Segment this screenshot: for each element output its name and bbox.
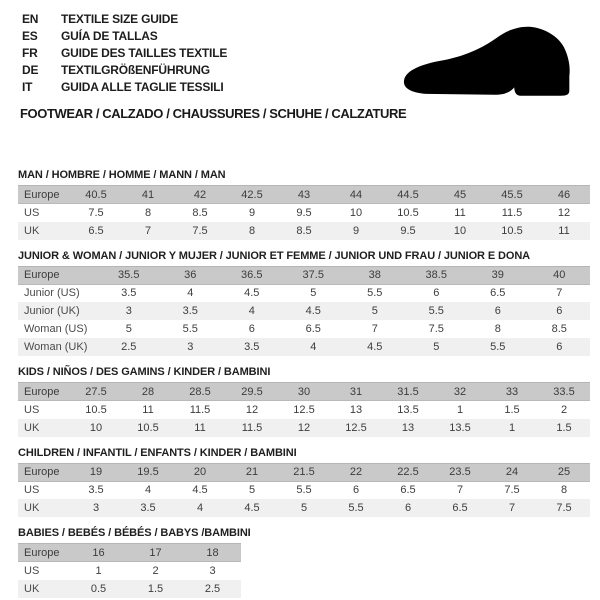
size-cell: 1 bbox=[486, 419, 538, 437]
size-cell: 22.5 bbox=[382, 463, 434, 481]
table-row bbox=[18, 562, 241, 580]
size-section bbox=[18, 250, 590, 357]
size-cell: 21 bbox=[226, 463, 278, 481]
size-cell: 29.5 bbox=[226, 383, 278, 401]
table-row bbox=[18, 320, 590, 338]
size-cell: 35.5 bbox=[98, 266, 160, 284]
table-row bbox=[18, 222, 590, 240]
row-label: Junior (US) bbox=[24, 287, 80, 300]
size-cell: 6.5 bbox=[70, 222, 122, 240]
size-cell: 28.5 bbox=[174, 383, 226, 401]
size-cell: 22 bbox=[330, 463, 382, 481]
size-cell: 3 bbox=[98, 302, 160, 320]
size-cell: 13.5 bbox=[434, 419, 486, 437]
row-label: UK bbox=[18, 222, 70, 240]
row-label: US bbox=[24, 403, 40, 416]
size-cell: 28 bbox=[122, 383, 174, 401]
size-cell: 11.5 bbox=[189, 403, 211, 416]
size-cell: 44 bbox=[330, 186, 382, 204]
size-cell: 5.5 bbox=[467, 338, 529, 356]
size-cell: 2 bbox=[560, 403, 568, 416]
size-cell: 10.5 bbox=[486, 222, 538, 240]
size-cell: 17 bbox=[127, 544, 184, 562]
language-code: DE bbox=[22, 63, 39, 77]
size-cell: 4.5 bbox=[244, 287, 260, 300]
size-cell: 10 bbox=[434, 222, 486, 240]
size-cell: 4 bbox=[144, 484, 152, 497]
language-row bbox=[22, 45, 227, 62]
size-cell: 21.5 bbox=[278, 463, 330, 481]
size-cell: 11 bbox=[454, 206, 466, 219]
size-cell: 7 bbox=[556, 287, 563, 300]
size-cell: 6 bbox=[352, 484, 360, 497]
size-cell: 10.5 bbox=[122, 419, 174, 437]
size-table bbox=[18, 382, 590, 437]
size-cell: 13.5 bbox=[397, 403, 419, 416]
size-cell: 44.5 bbox=[382, 186, 434, 204]
size-cell: 31 bbox=[330, 383, 382, 401]
size-cell: 3.5 bbox=[221, 338, 283, 356]
size-cell: 5 bbox=[310, 287, 317, 300]
size-table bbox=[18, 266, 590, 357]
row-label: UK bbox=[18, 419, 70, 437]
size-table bbox=[18, 463, 590, 518]
size-cell: 10.5 bbox=[397, 206, 419, 219]
size-cell: 33 bbox=[486, 383, 538, 401]
size-cell: 43 bbox=[278, 186, 330, 204]
language-label: TEXTILGRÖßENFÜHRUNG bbox=[61, 63, 210, 77]
size-cell: 6 bbox=[382, 499, 434, 517]
size-cell: 30 bbox=[278, 383, 330, 401]
row-label: Europe bbox=[18, 186, 70, 204]
table-row bbox=[18, 204, 590, 222]
size-cell: 6 bbox=[529, 302, 591, 320]
size-cell: 6 bbox=[529, 338, 591, 356]
language-row bbox=[22, 79, 227, 96]
size-cell: 5.5 bbox=[330, 499, 382, 517]
size-cell: 8 bbox=[226, 222, 278, 240]
language-label: GUÍA DE TALLAS bbox=[61, 29, 158, 43]
size-cell: 8.5 bbox=[278, 222, 330, 240]
size-cell: 40.5 bbox=[70, 186, 122, 204]
size-cell: 37.5 bbox=[283, 266, 345, 284]
table-row bbox=[18, 544, 241, 562]
size-cell: 6 bbox=[248, 323, 255, 335]
size-cell: 9 bbox=[248, 206, 256, 219]
row-label: UK bbox=[18, 580, 70, 598]
size-cell: 7 bbox=[371, 323, 378, 335]
size-cell: 6 bbox=[467, 302, 529, 320]
row-label: Europe bbox=[18, 266, 98, 284]
size-cell: 2.5 bbox=[184, 580, 241, 598]
size-cell: 2 bbox=[152, 564, 159, 577]
size-cell: 12.5 bbox=[330, 419, 382, 437]
size-cell: 5.5 bbox=[406, 302, 468, 320]
size-cell: 4 bbox=[187, 287, 194, 300]
size-cell: 6 bbox=[433, 287, 440, 300]
size-cell: 9 bbox=[330, 222, 382, 240]
size-cell: 4 bbox=[283, 338, 345, 356]
size-cell: 16 bbox=[70, 544, 127, 562]
size-cell: 0.5 bbox=[70, 580, 127, 598]
language-list bbox=[22, 11, 227, 96]
size-cell: 13 bbox=[382, 419, 434, 437]
size-cell: 3 bbox=[209, 564, 216, 577]
row-label: UK bbox=[18, 499, 70, 517]
size-cell: 7 bbox=[486, 499, 538, 517]
section-title: CHILDREN / INFANTIL / ENFANTS / KINDER / BAMBINI bbox=[18, 446, 297, 459]
size-cell: 41 bbox=[122, 186, 174, 204]
size-cell: 5 bbox=[278, 499, 330, 517]
size-cell: 13 bbox=[349, 403, 363, 416]
size-cell: 2.5 bbox=[98, 338, 160, 356]
size-cell: 23.5 bbox=[434, 463, 486, 481]
language-label: GUIDE DES TAILLES TEXTILE bbox=[61, 46, 228, 60]
section-title: BABIES / BEBÉS / BÉBÉS / BABYS /BAMBINI bbox=[18, 527, 251, 539]
table-row bbox=[18, 419, 590, 437]
size-cell: 5.5 bbox=[182, 323, 198, 335]
size-cell: 4 bbox=[174, 499, 226, 517]
size-cell: 5 bbox=[406, 338, 468, 356]
size-cell: 42.5 bbox=[226, 186, 278, 204]
table-row bbox=[18, 401, 590, 419]
size-cell: 38 bbox=[344, 266, 406, 284]
size-cell: 46 bbox=[538, 186, 590, 204]
size-tables bbox=[18, 169, 590, 600]
size-cell: 5 bbox=[125, 323, 132, 335]
table-row bbox=[18, 499, 590, 517]
table-row bbox=[18, 302, 590, 320]
shoe-icon bbox=[393, 22, 587, 106]
size-cell: 32 bbox=[434, 383, 486, 401]
row-label: Europe bbox=[18, 383, 70, 401]
size-cell: 5 bbox=[248, 484, 256, 497]
size-cell: 7.5 bbox=[174, 222, 226, 240]
size-cell: 6.5 bbox=[400, 484, 416, 497]
row-label: US bbox=[24, 206, 40, 219]
language-code: ES bbox=[22, 29, 38, 43]
size-cell: 36.5 bbox=[221, 266, 283, 284]
size-cell: 38.5 bbox=[406, 266, 468, 284]
size-cell: 1 bbox=[456, 403, 464, 416]
table-row bbox=[18, 338, 590, 356]
size-cell: 36 bbox=[160, 266, 222, 284]
size-cell: 4.5 bbox=[226, 499, 278, 517]
size-cell: 8 bbox=[494, 323, 501, 335]
size-cell: 19 bbox=[70, 463, 122, 481]
size-cell: 6.5 bbox=[490, 287, 506, 300]
size-cell: 20 bbox=[174, 463, 226, 481]
size-cell: 45 bbox=[434, 186, 486, 204]
size-cell: 12 bbox=[278, 419, 330, 437]
size-cell: 8.5 bbox=[551, 323, 567, 335]
size-cell: 1 bbox=[95, 564, 102, 577]
table-row bbox=[18, 580, 241, 598]
language-label: TEXTILE SIZE GUIDE bbox=[61, 12, 179, 26]
size-cell: 18 bbox=[184, 544, 241, 562]
size-cell: 4.5 bbox=[344, 338, 406, 356]
size-cell: 25 bbox=[538, 463, 590, 481]
size-table bbox=[18, 185, 590, 240]
language-row bbox=[22, 62, 227, 79]
size-section bbox=[18, 527, 590, 598]
size-cell: 9.5 bbox=[382, 222, 434, 240]
row-label: US bbox=[24, 484, 40, 497]
row-label: US bbox=[24, 564, 40, 577]
size-cell: 12 bbox=[557, 206, 571, 219]
language-row bbox=[22, 28, 227, 45]
size-section bbox=[18, 169, 590, 240]
table-row bbox=[18, 186, 590, 204]
size-cell: 1.5 bbox=[538, 419, 590, 437]
size-cell: 3.5 bbox=[122, 499, 174, 517]
size-cell: 1.5 bbox=[127, 580, 184, 598]
size-cell: 3.5 bbox=[160, 302, 222, 320]
size-cell: 10.5 bbox=[85, 403, 107, 416]
size-cell: 31.5 bbox=[382, 383, 434, 401]
size-cell: 7.5 bbox=[428, 323, 444, 335]
size-cell: 3.5 bbox=[121, 287, 137, 300]
size-cell: 7.5 bbox=[538, 499, 590, 517]
size-cell: 1.5 bbox=[504, 403, 520, 416]
table-row bbox=[18, 481, 590, 499]
language-row bbox=[22, 11, 227, 28]
size-table bbox=[18, 543, 241, 598]
size-cell: 10 bbox=[70, 419, 122, 437]
size-cell: 4.5 bbox=[192, 484, 208, 497]
size-cell: 7 bbox=[122, 222, 174, 240]
section-title: KIDS / NIÑOS / DES GAMINS / KINDER / BAMBINI bbox=[18, 366, 271, 378]
size-cell: 8.5 bbox=[192, 206, 208, 219]
size-cell: 40 bbox=[529, 266, 591, 284]
row-label: Woman (US) bbox=[24, 323, 88, 335]
size-cell: 3.5 bbox=[88, 484, 104, 497]
size-cell: 33.5 bbox=[538, 383, 590, 401]
table-row bbox=[18, 266, 590, 284]
size-cell: 4 bbox=[221, 302, 283, 320]
size-cell: 39 bbox=[467, 266, 529, 284]
size-cell: 3 bbox=[160, 338, 222, 356]
size-cell: 24 bbox=[486, 463, 538, 481]
size-cell: 3 bbox=[70, 499, 122, 517]
size-cell: 12 bbox=[245, 403, 259, 416]
size-cell: 27.5 bbox=[70, 383, 122, 401]
size-cell: 45.5 bbox=[486, 186, 538, 204]
size-cell: 12.5 bbox=[293, 403, 315, 416]
size-cell: 8 bbox=[560, 484, 568, 497]
size-cell: 9.5 bbox=[296, 206, 312, 219]
language-code: FR bbox=[22, 46, 38, 60]
row-label: Europe bbox=[18, 463, 70, 481]
table-row bbox=[18, 463, 590, 481]
size-cell: 10 bbox=[349, 206, 363, 219]
size-cell: 7.5 bbox=[504, 484, 520, 497]
table-row bbox=[18, 383, 590, 401]
size-cell: 5.5 bbox=[296, 484, 312, 497]
size-cell: 7 bbox=[456, 484, 464, 497]
size-cell: 7.5 bbox=[88, 206, 104, 219]
size-section bbox=[18, 447, 590, 518]
language-code: IT bbox=[22, 80, 33, 94]
row-label: Woman (UK) bbox=[18, 338, 98, 356]
table-row bbox=[18, 284, 590, 302]
row-label: Europe bbox=[18, 544, 70, 562]
size-cell: 11.5 bbox=[226, 419, 278, 437]
size-cell: 5 bbox=[344, 302, 406, 320]
size-cell: 11.5 bbox=[501, 206, 523, 219]
category-heading: FOOTWEAR / CALZADO / CHAUSSURES / SCHUHE / CALZATURE bbox=[20, 106, 407, 121]
row-label: Junior (UK) bbox=[18, 302, 98, 320]
size-cell: 5.5 bbox=[367, 287, 383, 300]
size-section bbox=[18, 366, 590, 437]
size-cell: 11 bbox=[142, 403, 154, 416]
size-cell: 11 bbox=[538, 222, 590, 240]
language-label: GUIDA ALLE TAGLIE TESSILI bbox=[61, 80, 224, 94]
size-cell: 19.5 bbox=[122, 463, 174, 481]
size-cell: 6.5 bbox=[305, 323, 321, 335]
size-cell: 8 bbox=[144, 206, 152, 219]
size-cell: 6.5 bbox=[434, 499, 486, 517]
size-cell: 42 bbox=[174, 186, 226, 204]
section-title: JUNIOR & WOMAN / JUNIOR Y MUJER / JUNIOR ET FEMME / JUNIOR UND FRAU / JUNIOR E DONA bbox=[18, 249, 531, 262]
size-cell: 4.5 bbox=[283, 302, 345, 320]
section-title: MAN / HOMBRE / HOMME / MANN / MAN bbox=[18, 169, 226, 181]
size-cell: 11 bbox=[174, 419, 226, 437]
language-code: EN bbox=[22, 12, 39, 26]
